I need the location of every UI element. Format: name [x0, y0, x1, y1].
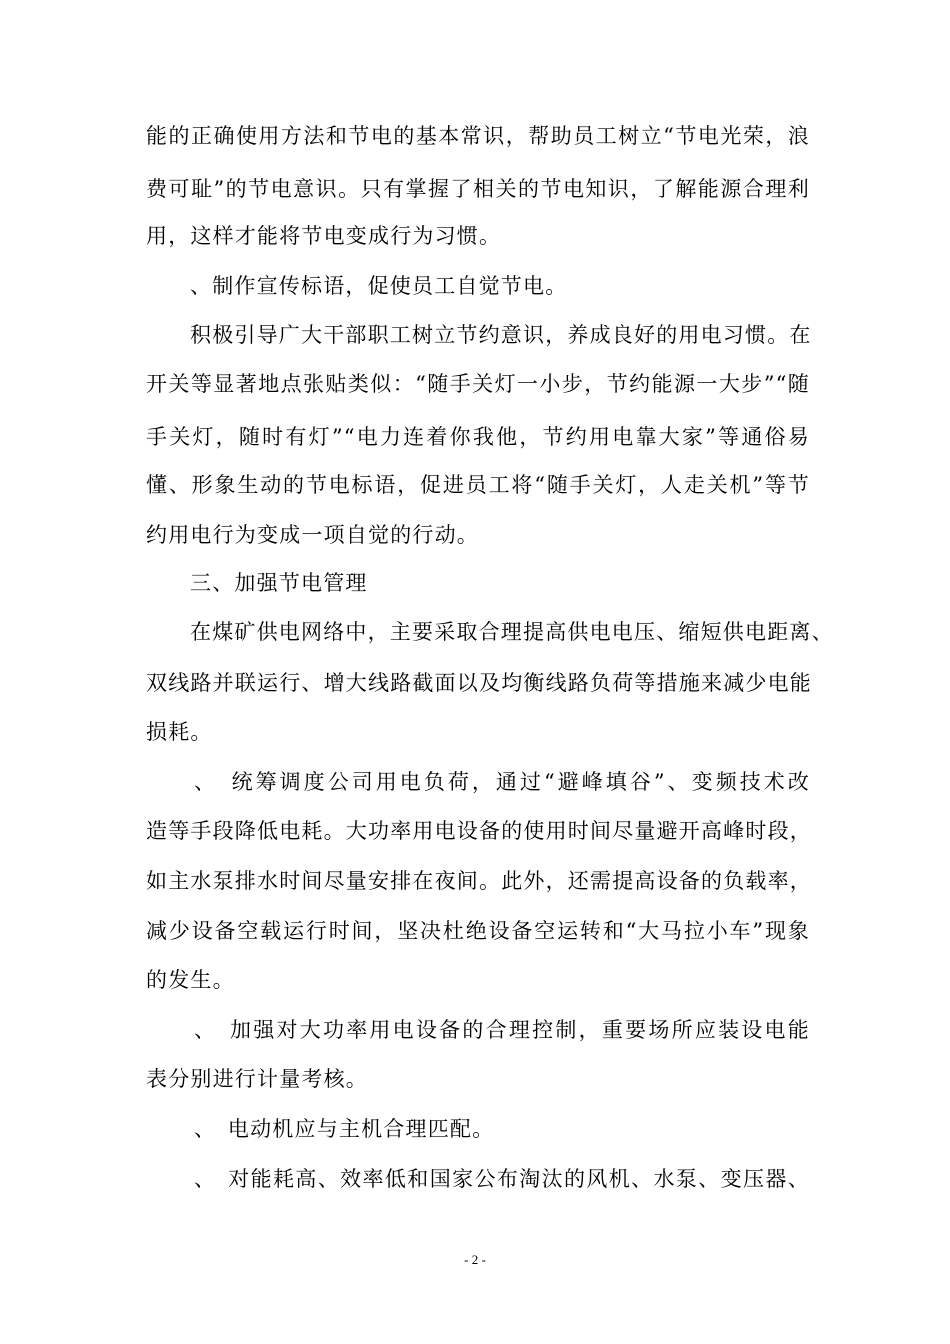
text-line: 双线路并联运行、增大线路截面以及均衡线路负荷等措施来减少电能 [146, 671, 812, 695]
text-line: 、 对能耗高、效率低和国家公布淘汰的风机、水泵、变压器、 [194, 1167, 810, 1191]
section-heading: 三、加强节电管理 [190, 571, 368, 595]
text-line: 损耗。 [146, 720, 213, 744]
text-line: 用，这样才能将节电变成行为习惯。 [146, 224, 502, 248]
text-line: 能的正确使用方法和节电的基本常识，帮助员工树立“节电光荣，浪 [146, 124, 810, 148]
text-line: 约用电行为变成一项自觉的行动。 [146, 523, 479, 547]
text-line: 、制作宣传标语，促使员工自觉节电。 [190, 274, 568, 298]
text-line: 费可耻”的节电意识。只有掌握了相关的节电知识，了解能源合理利 [146, 177, 810, 201]
text-line: 懂、形象生动的节电标语，促进员工将“随手关灯，人走关机”等节 [146, 473, 810, 497]
text-line: 的发生。 [146, 968, 235, 992]
text-line: 、 加强对大功率用电设备的合理控制，重要场所应装设电能 [194, 1018, 810, 1042]
text-line: 积极引导广大干部职工树立节约意识，养成良好的用电习惯。在 [190, 323, 812, 347]
text-line: 、 电动机应与主机合理匹配。 [194, 1117, 495, 1141]
text-line: 手关灯，随时有灯”“电力连着你我他，节约用电靠大家”等通俗易 [146, 425, 810, 449]
text-line: 如主水泵排水时间尽量安排在夜间。此外，还需提高设备的负载率， [146, 869, 812, 893]
text-line: 在煤矿供电网络中，主要采取合理提高供电电压、缩短供电距离、 [190, 620, 834, 644]
text-line: 造等手段降低电耗。大功率用电设备的使用时间尽量避开高峰时段， [146, 819, 812, 843]
text-line: 开关等显著地点张贴类似：“随手关灯一小步，节约能源一大步”“随 [146, 372, 810, 396]
text-line: 表分别进行计量考核。 [146, 1067, 368, 1091]
text-line: 、 统筹调度公司用电负荷，通过“避峰填谷”、变频技术改 [194, 770, 810, 794]
text-line: 减少设备空载运行时间，坚决杜绝设备空运转和“大马拉小车”现象 [146, 919, 810, 943]
page-number: - 2 - [464, 1252, 486, 1267]
